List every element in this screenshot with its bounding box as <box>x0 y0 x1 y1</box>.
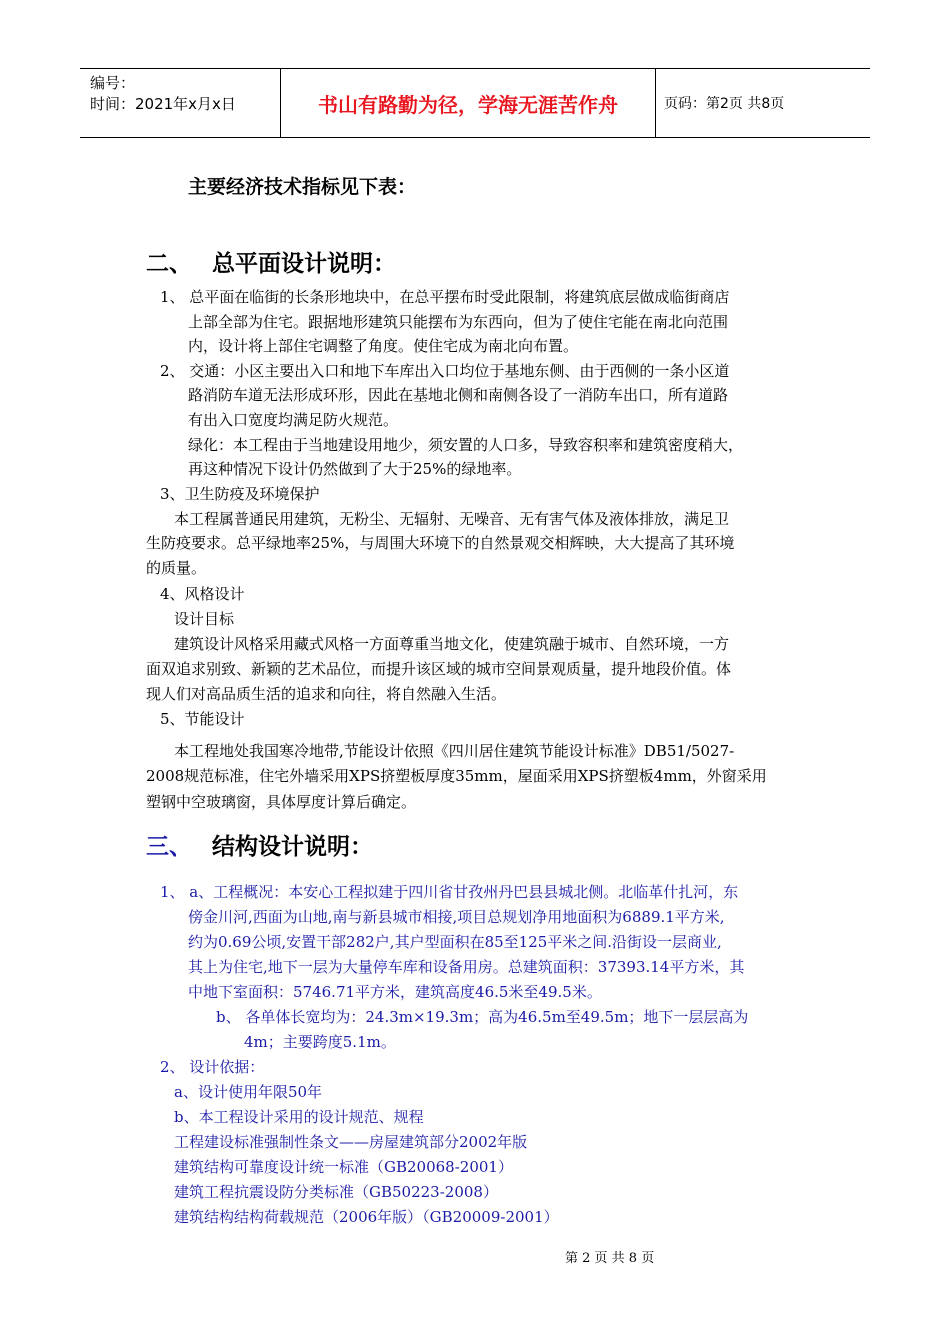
page-footer: 第 2 页 共 8 页 <box>565 1251 655 1266</box>
s2-line: 内，设计将上部住宅调整了角度。使住宅成为南北向布置。 <box>188 337 579 355</box>
s2-line: 塑钢中空玻璃窗，具体厚度计算后确定。 <box>146 793 417 811</box>
s3-line: 傍金川河,西面为山地,南与新县城市相接,项目总规划净用地面积为6889.1平方米, <box>188 908 725 926</box>
doc-time-label: 时间：2021年x月x日 <box>90 95 236 113</box>
s3-line: 其上为住宅,地下一层为大量停车库和设备用房。总建筑面积：37393.14平方米，其 <box>188 958 745 976</box>
s2-line: 3、卫生防疫及环境保护 <box>160 485 320 503</box>
section2-title: 总平面设计说明： <box>212 251 396 277</box>
intro-heading: 主要经济技术指标见下表： <box>188 176 417 198</box>
s2-line: 路消防车道无法形成环形，因此在基地北侧和南侧各设了一消防车出口，所有道路 <box>188 386 729 404</box>
s3-line: 1、 a、工程概况：本安心工程拟建于四川省甘孜州丹巴县县城北侧。北临革什扎河，东 <box>160 883 739 901</box>
s3-line: 约为0.69公顷,安置干部282户,其户型面积在85至125平米之间.沿街设一层商业, <box>188 933 722 951</box>
s2-line: 建筑设计风格采用藏式风格一方面尊重当地文化，使建筑融于城市、自然环境，一方 <box>174 635 730 653</box>
s2-line: 绿化：本工程由于当地建设用地少，须安置的人口多，导致容积率和建筑密度稍大， <box>188 436 744 454</box>
s3-line: 建筑结构可靠度设计统一标准（GB20068-2001） <box>174 1158 513 1176</box>
s3-line: b、本工程设计采用的设计规范、规程 <box>174 1108 424 1126</box>
section2-number: 二、 <box>146 251 192 277</box>
s3-line: 中地下室面积：5746.71平方米，建筑高度46.5米至49.5米。 <box>188 983 602 1001</box>
s3-line: 建筑工程抗震设防分类标准（GB50223-2008） <box>174 1183 498 1201</box>
s2-line: 面双追求别致、新颖的艺术品位，而提升该区域的城市空间景观质量，提升地段价值。体 <box>146 660 732 678</box>
s2-line: 4、风格设计 <box>160 585 245 603</box>
s3-line: 4m；主要跨度5.1m。 <box>244 1033 396 1051</box>
s2-line: 上部全部为住宅。跟据地形建筑只能摆布为东西向，但为了使住宅能在南北向范围 <box>188 313 729 331</box>
s3-line: 建筑结构结构荷载规范（2006年版）（GB20009-2001） <box>174 1208 559 1226</box>
doc-number-label: 编号： <box>90 74 136 92</box>
s2-line: 2、 交通：小区主要出入口和地下车库出入口均位于基地东侧、由于西侧的一条小区道 <box>160 362 730 380</box>
header-motto: 书山有路勤为径，学海无涯苦作舟 <box>281 69 656 137</box>
s2-line: 1、 总平面在临街的长条形地块中，在总平摆布时受此限制，将建筑底层做成临街商店 <box>160 288 730 306</box>
s2-line: 设计目标 <box>174 610 235 628</box>
s2-line: 本工程地处我国寒冷地带,节能设计依照《四川居住建筑节能设计标准》DB51/5027- <box>174 742 735 760</box>
header-meta <box>80 69 281 137</box>
s3-line: 工程建设标准强制性条文——房屋建筑部分2002年版 <box>174 1133 528 1151</box>
s3-line: b、 各单体长宽均为：24.3m×19.3m；高为46.5m至49.5m；地下一层层高为 <box>216 1008 749 1026</box>
s2-line: 生防疫要求。总平绿地率25%，与周围大环境下的自然景观交相辉映，大大提高了其环境 <box>146 534 735 552</box>
header-page-info: 页码：第2页 共8页 <box>664 96 785 112</box>
s2-line: 本工程属普通民用建筑，无粉尘、无辐射、无噪音、无有害气体及液体排放，满足卫 <box>174 510 730 528</box>
s2-line: 的质量。 <box>146 559 207 577</box>
s2-line: 现人们对高品质生活的追求和向往，将自然融入生活。 <box>146 685 507 703</box>
s2-line: 5、节能设计 <box>160 710 245 728</box>
s2-line: 有出入口宽度均满足防火规范。 <box>188 411 399 429</box>
s2-line: 2008规范标准，住宅外墙采用XPS挤塑板厚度35mm，屋面采用XPS挤塑板4mm，外窗采用 <box>146 767 767 785</box>
section3-title: 结构设计说明： <box>212 834 373 860</box>
s3-line: 2、 设计依据： <box>160 1058 265 1076</box>
s3-line: a、设计使用年限50年 <box>174 1083 323 1101</box>
section3-number: 三、 <box>146 834 192 860</box>
page-header <box>80 68 870 138</box>
s2-line: 再这种情况下设计仍然做到了大于25%的绿地率。 <box>188 460 522 478</box>
